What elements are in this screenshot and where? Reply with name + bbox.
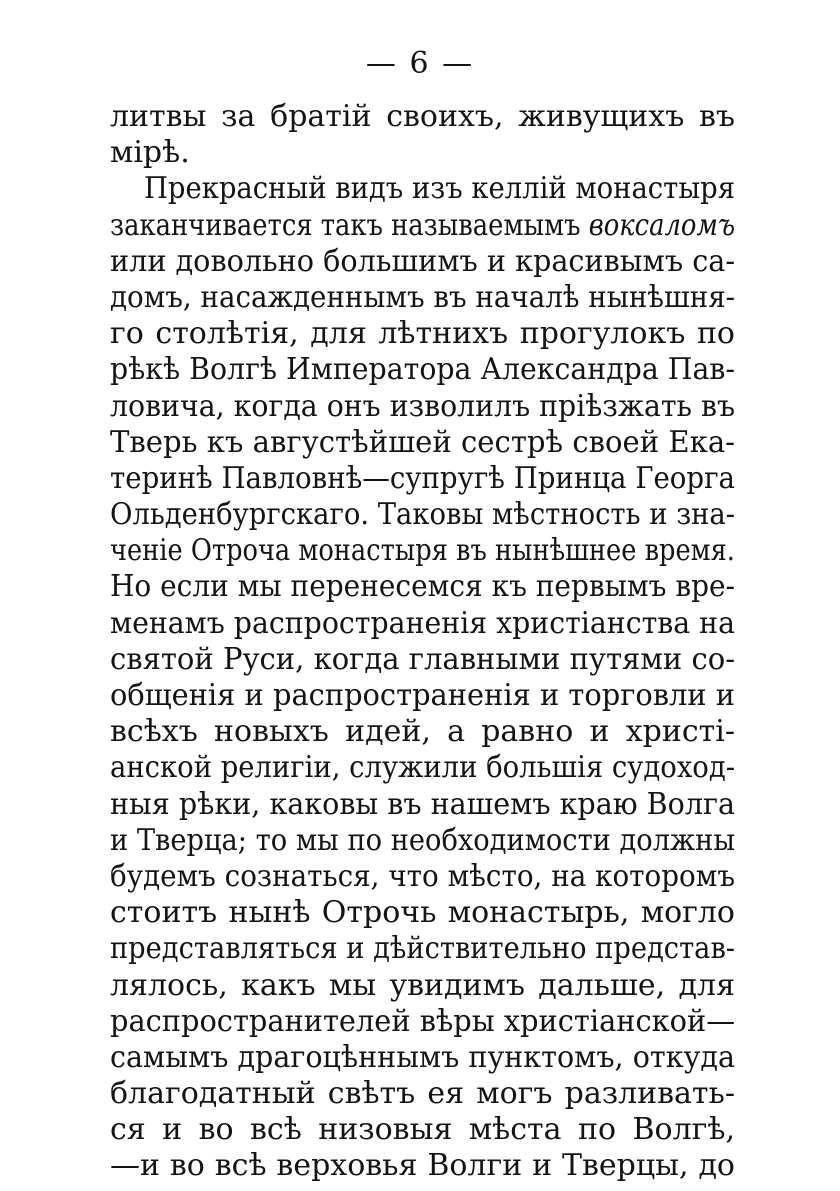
text-line: ся и во всѣ низовыя мѣста по Волгѣ, xyxy=(110,1112,735,1148)
text-line xyxy=(110,208,735,244)
paragraph-first-line: Прекрасный видъ изъ келлій монастыря xyxy=(144,171,736,207)
text-line: и Тверца; то мы по необходимости должны xyxy=(110,822,736,858)
text-line: ловича, когда онъ изволилъ пріѣзжать въ xyxy=(110,388,736,424)
text-line: ченіе Отроча монастыря въ нынѣшнее время. xyxy=(110,533,735,569)
text-line: анской религіи, служили большія судоход- xyxy=(110,750,736,786)
text-line: святой Руси, когда главными путями со- xyxy=(110,641,736,677)
text-line: благодатный свѣтъ ея могъ разливать- xyxy=(110,1076,735,1112)
text-line: литвы за братій своихъ, живущихъ въ xyxy=(110,99,735,134)
text-line: всѣхъ новыхъ идей, а равно и христі- xyxy=(110,714,735,750)
text-line: —и во всѣ верховья Волги и Тверцы, до xyxy=(110,1148,735,1184)
text-line: го столѣтія, для лѣтнихъ прогулокъ по xyxy=(110,316,735,352)
text-line: менамъ распространенія христіанства на xyxy=(110,605,735,641)
page-number: — 6 — xyxy=(365,46,475,81)
text-line: стоитъ нынѣ Отрочь монастырь, могло xyxy=(110,895,735,931)
text-line: ныя рѣки, каковы въ нашемъ краю Волга xyxy=(110,786,736,822)
text-line: рѣкѣ Волгѣ Императора Александра Пав- xyxy=(110,352,735,388)
text-line: Ольденбургскаго. Таковы мѣстность и зна- xyxy=(110,497,736,533)
text-line: будемъ сознаться, что мѣсто, на которомъ xyxy=(110,858,735,894)
text-line: представляться и дѣйствительно представ- xyxy=(110,931,736,967)
text-line: Тверь къ августѣйшей сестрѣ своей Ека- xyxy=(110,424,736,460)
text-line: мірѣ. xyxy=(110,135,190,171)
text-line: распространителей вѣры христіанской— xyxy=(110,1003,736,1039)
text-line: или довольно большимъ и красивымъ са- xyxy=(110,243,736,279)
text-line: теринѣ Павловнѣ—супругѣ Принца Георга xyxy=(110,460,736,496)
text-line: домъ, насажденнымъ въ началѣ нынѣшня- xyxy=(110,279,736,315)
text-line: общенія и распространенія и торговли и xyxy=(110,678,735,713)
italic-word: воксаломъ xyxy=(588,207,736,243)
body-text xyxy=(110,99,735,1185)
text-line: самымъ драгоцѣннымъ пунктомъ, откуда xyxy=(110,1039,736,1075)
text-segment: заканчивается такъ называемымъ xyxy=(110,207,589,243)
text-line: Но если мы перенесемся къ первымъ вре- xyxy=(110,569,735,605)
text-line: лялось, какъ мы увидимъ дальше, для xyxy=(110,967,735,1003)
